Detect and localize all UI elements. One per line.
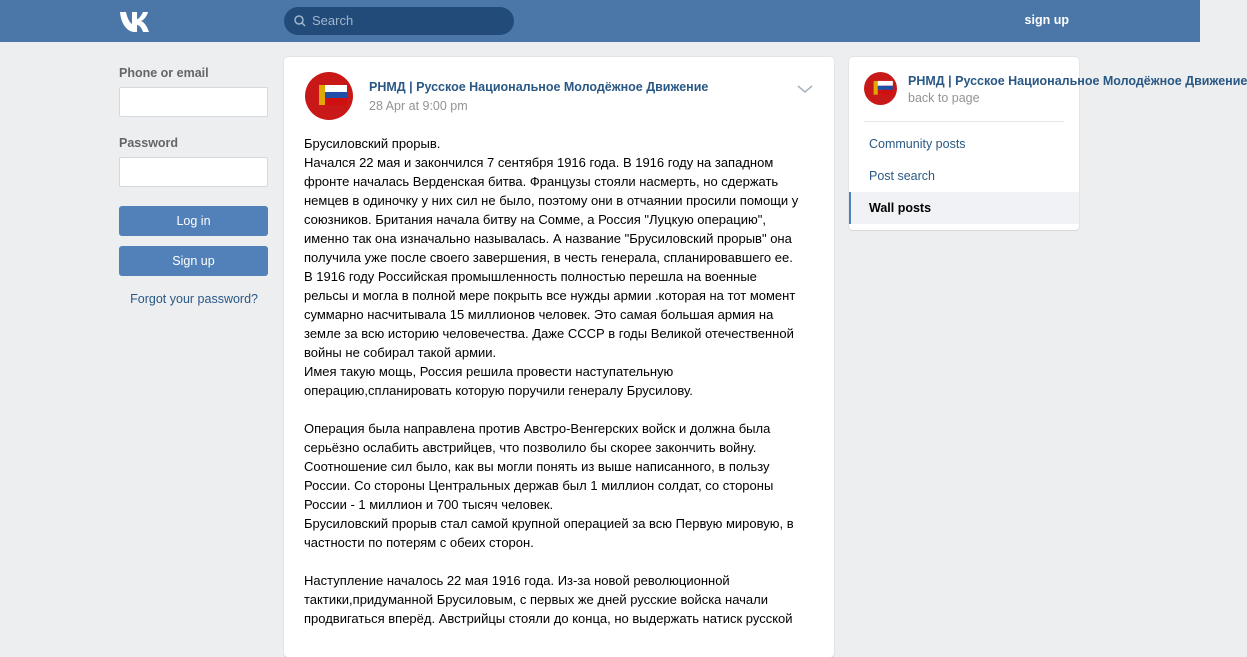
post-text-line: войны не собирал такой армии. [304, 345, 497, 360]
password-label: Password [119, 136, 179, 150]
search-placeholder: Search [312, 13, 354, 28]
post-text-line: суммарно насчитывала 15 миллионов человек. Это самая большая армия на [304, 307, 774, 322]
post-text-line: получила уже после своего завершения, в честь генерала, спланировавшего ее. [304, 250, 793, 265]
post-text-line: Брусиловский прорыв стал самой крупной операцией за всю Первую мировую, в [304, 516, 794, 531]
post-text-line: именно так она изначально называлась. А название "Брусиловский прорыв" она [304, 231, 792, 246]
community-avatar[interactable] [305, 72, 353, 120]
password-input[interactable] [119, 157, 268, 187]
phone-label: Phone or email [119, 66, 209, 80]
sidebar-item-wall-posts[interactable]: Wall posts [849, 192, 1079, 224]
post-text-line: фронте началась Верденская битва. Французы стояли насмерть, но сдержать [304, 174, 779, 189]
sidebar-item-community-posts[interactable]: Community posts [869, 137, 966, 151]
search-input[interactable] [284, 7, 514, 35]
back-to-page-link[interactable]: back to page [908, 91, 980, 105]
post-text-line: тактики,придуманной Брусиловым, с первых же дней русские войска начали [304, 592, 769, 607]
post-text-line: России. Со стороны Центральных держав был 1 миллион солдат, со стороны [304, 478, 774, 493]
post-text-line: операцию,спланировать которую поручили генералу Брусилову. [304, 383, 693, 398]
post-text-line [304, 552, 798, 571]
vk-logo-icon[interactable] [119, 10, 153, 32]
divider [864, 121, 1064, 122]
sidebar-item-post-search[interactable]: Post search [869, 169, 936, 183]
post-text-line: Соотношение сил было, как вы могли понять из выше написанного, в пользу [304, 459, 770, 474]
post-text-line: частности по потерям с обеих сторон. [304, 535, 534, 550]
post-text-line: Брусиловский прорыв. [304, 136, 441, 151]
post-text-line: рельсы и могла в полной мере покрыть все нужды армии .которая на тот момент [304, 288, 796, 303]
post-text-line: союзников. Британия начала битву на Сомме, а Россия "Луцкую операцию", [304, 212, 766, 227]
post-text-line [304, 400, 798, 419]
signup-button[interactable]: Sign up [119, 246, 268, 276]
post-text-line: В 1916 году Российская промышленность полностью перешла на военные [304, 269, 757, 284]
search-icon [294, 15, 306, 27]
top-bar [0, 0, 1200, 42]
post-text-line: земле за всю историю человечества. Даже СССР в годы Великой отечественной [304, 326, 794, 341]
post-text-line: серьёзно ослабить австрийцев, что позволило бы скорее закончить войну. [304, 440, 757, 455]
post-date[interactable]: 28 Apr at 9:00 pm [369, 99, 468, 113]
community-sidebar [849, 57, 1247, 230]
chevron-down-icon[interactable] [797, 84, 813, 94]
post-text-line: России - 1 миллион и 700 тысяч человек. [304, 497, 554, 512]
login-form [119, 66, 268, 306]
login-button[interactable]: Log in [119, 206, 268, 236]
sign-up-link[interactable]: sign up [1024, 13, 1069, 27]
post-text-line: Начался 22 мая и закончился 7 сентября 1916 года. В 1916 году на западном [304, 155, 774, 170]
post-author[interactable]: РНМД | Русское Национальное Молодёжное Движение [369, 80, 709, 94]
post-text-line: Наступление началось 22 мая 1916 года. Из-за новой революционной [304, 573, 730, 588]
post-text [304, 134, 798, 628]
wall-post [284, 57, 834, 657]
forgot-password-link[interactable]: Forgot your password? [130, 292, 258, 306]
post-text-line: Операция была направлена против Австро-Венгерских войск и должна была [304, 421, 771, 436]
post-text-line: Имея такую мощь, Россия решила провести наступательную [304, 364, 674, 379]
community-name[interactable]: РНМД | Русское Национальное Молодёжное Движение [908, 74, 1247, 88]
post-text-line: продвигаться вперёд. Австрийцы стояли до конца, но выдержать натиск русской [304, 611, 793, 626]
community-avatar-small[interactable] [864, 72, 897, 105]
post-text-line: немцев в одиночку у них сил не было, поэтому они в отчаянии просили помощи у [304, 193, 799, 208]
phone-input[interactable] [119, 87, 268, 117]
